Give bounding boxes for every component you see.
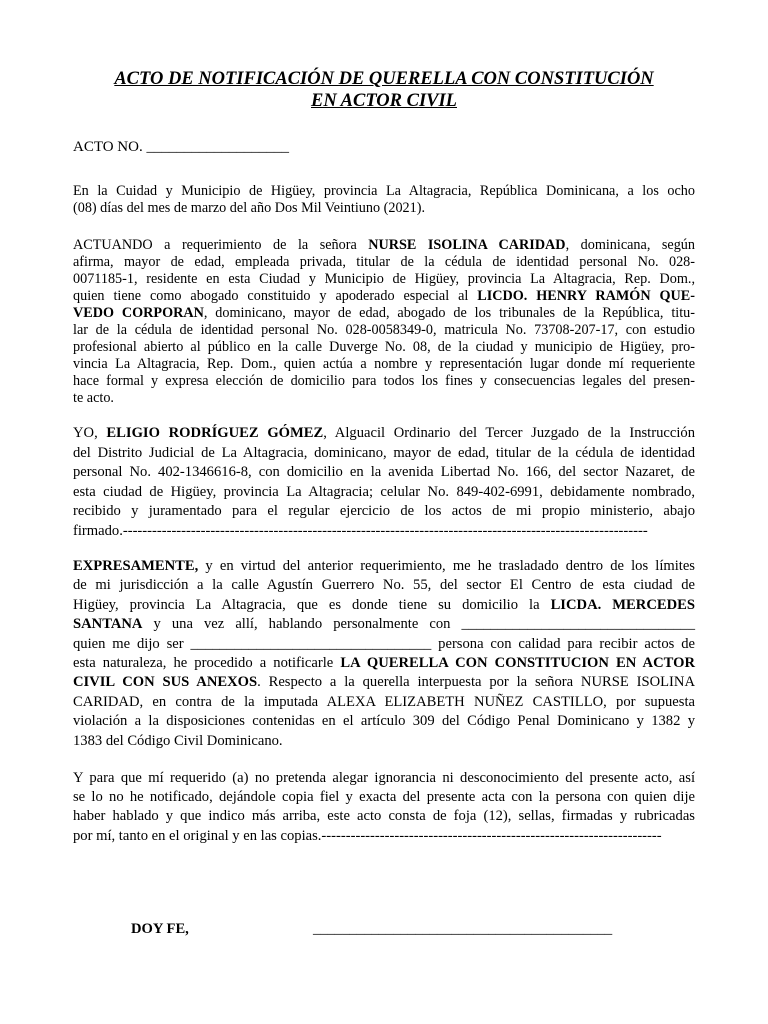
text-line: violación a la disposiciones contenidas en el artículo 309 del Código Penal Dominicano y 1382 y [73,713,695,730]
notified-name: LICDA. MERCEDES [550,596,695,613]
text-line: (08) días del mes de marzo del año Dos Mil Veintiuno (2021). [73,200,425,216]
text-line: profesional abierto al público en la calle Duverge No. 08, de la ciudad y municipio de Higüey, pro- [73,339,695,355]
acto-number: ACTO NO. ___________________ [73,139,289,155]
text-line: 1383 del Código Civil Dominicano. [73,732,283,749]
text-line: quien tiene como abogado constituido y apoderado especial al LICDO. HENRY RAMÓN QUE- [73,288,695,304]
lawyer-name-cont: VEDO CORPORAN [73,305,204,321]
lawyer-name: LICDO. HENRY RAMÓN QUE- [477,288,695,304]
text-line: ACTUANDO a requerimiento de la señora NURSE ISOLINA CARIDAD, dominicana, según [73,237,695,253]
text-line: hace formal y expresa elección de domicilio para todos los fines y consecuencias legales del presen- [73,373,695,389]
notified-name-cont: SANTANA [73,616,143,633]
text-line: de mi jurisdicción a la calle Agustín Guerrero No. 55, del sector El Centro de esta ciudad de [73,577,695,594]
text-line: te acto. [73,390,114,406]
text-line: vincia La Altagracia, Rep. Dom., quien actúa a nombre y representación lugar donde mí requeriente [73,356,695,372]
text-line: EXPRESAMENTE, y en virtud del anterior requerimiento, me he trasladado dentro de los límites [73,558,695,574]
text-line: por mí, tanto en el original y en las copias.---------------------------------------------------------------------- [73,827,662,844]
requester-name: NURSE ISOLINA CARIDAD [368,237,566,253]
text-line: VEDO CORPORAN, dominicano, mayor de edad, abogado de los tribunales de la República, titu- [73,305,695,321]
querella-title-cont: CIVIL CON SUS ANEXOS [73,674,258,691]
text-line: quien me dijo ser _________________________________ persona con calidad para recibir actos de [73,635,695,652]
paragraph-date [73,183,695,217]
text-line: CARIDAD, en contra de la imputada ALEXA ELIZABETH NUÑEZ CASTILLO, por supuesta [73,693,695,710]
querella-title: LA QUERELLA CON CONSTITUCION EN ACTOR [340,655,695,672]
document-title [70,68,698,112]
text-line: En la Cuidad y Municipio de Higüey, provincia La Altagracia, República Dominicana, a los ocho [73,183,695,199]
paragraph-closing [73,769,695,846]
text-line: CIVIL CON SUS ANEXOS. Respecto a la querella interpuesta por la señora NURSE ISOLINA [73,674,695,691]
text-line: se lo no he notificado, dejándole copia fiel y exacta del presente acta con la persona con quien dije [73,789,695,806]
title-line-1: ACTO DE NOTIFICACIÓN DE QUERELLA CON CONSTITUCIÓN [114,69,654,89]
text-line: lar de la cédula de identidad personal No. 028-0058349-0, matricula No. 73708-207-17, con estudio [73,322,695,338]
text-line: YO, ELIGIO RODRÍGUEZ GÓMEZ, Alguacil Ordinario del Tercer Juzgado de la Instrucción [73,425,695,441]
text-line: esta ciudad de Higüey, provincia La Altagracia; celular No. 849-402-6991, debidamente nombrado, [73,483,695,500]
paragraph-alguacil [73,424,695,542]
text-line: SANTANA y una vez allí, hablando personalmente con ________________________________ [73,616,695,633]
signature-line: _________________________________________ [313,921,613,937]
bailiff-name: ELIGIO RODRÍGUEZ GÓMEZ [106,425,324,441]
text-line: 0071185-1, residente en esta Ciudad y Municipio de Higüey, provincia La Altagracia, Rep. Dom., [73,271,695,287]
text-line: Y para que mí requerido (a) no pretenda alegar ignorancia ni desconocimiento del presente acto, así [73,770,695,786]
title-line-2: EN ACTOR CIVIL [311,91,457,111]
text-line: recibido y juramentado para el regular ejercicio de los actos de mi propio ministerio, abajo [73,503,695,520]
paragraph-expresamente [73,557,695,751]
text-line: del Distrito Judicial de La Altagracia, dominicano, mayor de edad, titular de la cédula de identidad [73,444,695,461]
doy-fe-label: DOY FE, [131,921,189,937]
text-line: firmado.------------------------------------------------------------------------------------------------------------ [73,522,648,539]
paragraph-actuando [73,237,695,407]
text-line: haber hablado y que indico más arriba, este acto consta de foja (12), sellas, firmadas y rubricadas [73,808,695,825]
text-line: esta naturaleza, he procedido a notificarle LA QUERELLA CON CONSTITUCION EN ACTOR [73,655,695,672]
text-line: afirma, mayor de edad, empleada privada, titular de la cédula de identidad personal No. 028- [73,254,695,270]
text-line: Higüey, provincia La Altagracia, que es donde tiene su domicilio la LICDA. MERCEDES [73,596,695,613]
text-line: personal No. 402-1346616-8, con domicilio en la avenida Libertad No. 166, del sector Nazaret, de [73,464,695,481]
expresamente-label: EXPRESAMENTE, [73,558,199,574]
